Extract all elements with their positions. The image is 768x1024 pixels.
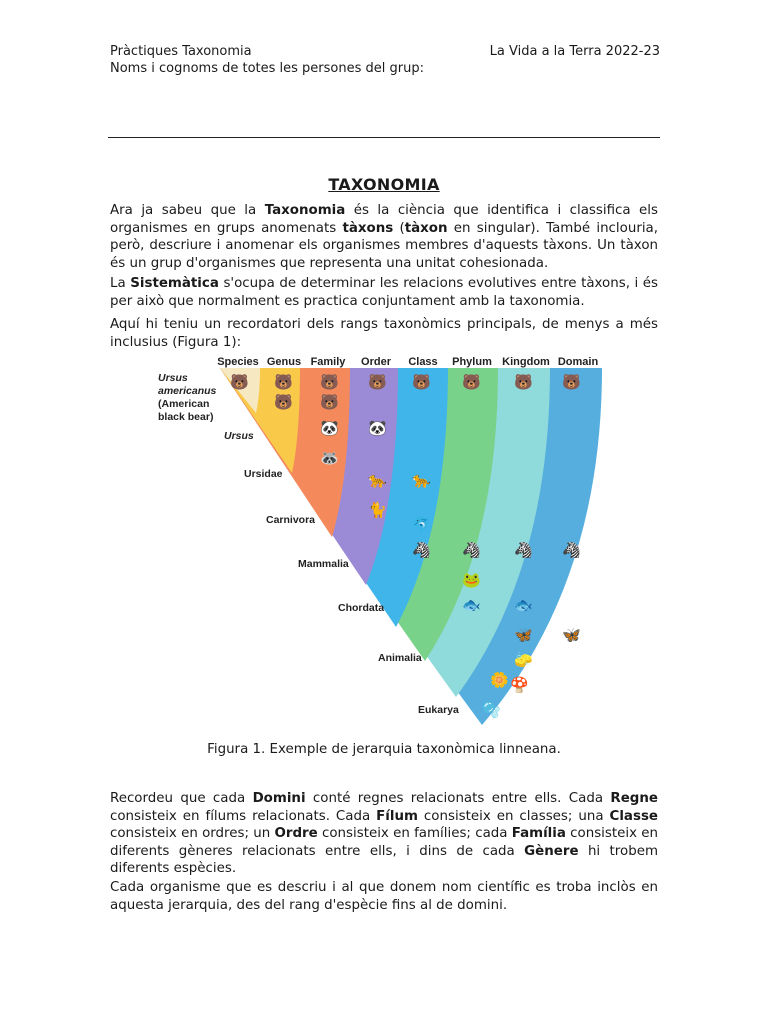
dolphin-icon: 🐬 [412, 516, 431, 534]
species-common-name-2: black bear) [158, 411, 214, 423]
species-genus-name: Ursus [158, 372, 188, 384]
taxon-phylum: Chordata [338, 602, 385, 614]
systematics-paragraph: La Sistemàtica s'ocupa de determinar les relacions evolutives entre tàxons, i és per això que normalment es practica conjuntament amb la taxonomia. [110, 276, 658, 309]
bear-icon: 🐻 [514, 373, 533, 391]
bear-icon: 🐻 [320, 373, 339, 391]
figure-caption: Figura 1. Exemple de jerarquia taxonòmica linneana. [207, 742, 561, 757]
rank-family: Family [310, 356, 346, 368]
panda-icon: 🐼 [320, 419, 339, 437]
rank-class: Class [408, 356, 438, 368]
fish-icon: 🐟 [514, 596, 533, 614]
bear-icon: 🐻 [274, 393, 293, 411]
ranks-intro-paragraph: Aquí hi teniu un recordatori dels rangs taxonòmics principals, de menys a més inclusius (Figura 1): [110, 317, 658, 350]
hierarchy-paragraph: Recordeu que cada Domini conté regnes relacionats entre ells. Cada Regne consisteix en fílums relacionats. Cada Fílum consisteix en classes; una Classe consisteix en ordres; un Ordre consisteix en famílies; cada Família consisteix en diferents gèneres relacionats entre ells, i dins de cada Gènere hi trobem diferents espècies. [110, 791, 658, 876]
flower-icon: 🌼 [490, 671, 509, 689]
sponge-icon: 🧽 [514, 651, 533, 669]
frog-icon: 🐸 [462, 571, 481, 589]
wildcat-icon: 🐈 [368, 501, 387, 519]
taxon-domain: Eukarya [418, 704, 459, 716]
species-epithet: americanus [158, 385, 217, 397]
names-writing-line [108, 137, 660, 138]
zebra-icon: 🦓 [462, 541, 481, 559]
rank-order: Order [361, 356, 391, 368]
zebra-icon: 🦓 [514, 541, 533, 559]
panda-icon: 🐼 [368, 419, 387, 437]
bear-icon: 🐻 [462, 373, 481, 391]
bear-icon: 🐻 [230, 373, 249, 391]
rank-domain: Domain [557, 356, 599, 368]
rank-bands [220, 368, 602, 725]
species-common-name-1: (American [158, 398, 210, 410]
taxon-genus: Ursus [224, 430, 254, 442]
page-title: TAXONOMIA [328, 175, 440, 194]
wildcat-icon: 🐆 [368, 471, 387, 489]
group-names-label: Noms i cognoms de totes les persones del grup: [110, 61, 424, 76]
taxon-family: Ursidae [244, 468, 283, 480]
course-practice-title: Pràctiques Taxonomia [110, 44, 252, 59]
course-year-label: La Vida a la Terra 2022-23 [489, 44, 660, 59]
taxon-order: Carnivora [266, 514, 316, 526]
rank-kingdom: Kingdom [502, 356, 550, 368]
butterfly-icon: 🦋 [562, 626, 581, 644]
bear-icon: 🐻 [562, 373, 581, 391]
raccoon-icon: 🦝 [320, 449, 339, 467]
intro-paragraph: Ara ja sabeu que la Taxonomia és la ciència que identifica i classifica els organismes en grups anomenats tàxons (tàxon en singular). També inclouria, però, descriure i anomenar els organismes membres d'aquests tàxons. Un tàxon és un grup d'organismes que representa una unitat cohesionada. [110, 203, 659, 271]
bear-icon: 🐻 [320, 393, 339, 411]
fish-icon: 🐟 [462, 596, 481, 614]
rank-species: Species [217, 356, 259, 368]
mushroom-icon: 🍄 [510, 676, 529, 694]
taxon-class: Mammalia [298, 558, 349, 570]
rank-genus: Genus [266, 356, 302, 368]
bear-icon: 🐻 [412, 373, 431, 391]
bear-icon: 🐻 [274, 373, 293, 391]
butterfly-icon: 🦋 [514, 626, 533, 644]
zebra-icon: 🦓 [562, 541, 581, 559]
wildcat-icon: 🐆 [412, 471, 431, 489]
page-header-left [110, 43, 424, 77]
taxonomy-hierarchy-figure [150, 355, 620, 735]
rank-phylum: Phylum [452, 356, 492, 368]
zebra-icon: 🦓 [412, 541, 431, 559]
bear-icon: 🐻 [368, 373, 387, 391]
taxon-kingdom: Animalia [378, 652, 422, 664]
closing-paragraph: Cada organisme que es descriu i al que donem nom científic es troba inclòs en aquesta jerarquia, des del rang d'espècie fins al de domini. [110, 880, 658, 913]
protist-icon: 🫧 [482, 701, 501, 719]
